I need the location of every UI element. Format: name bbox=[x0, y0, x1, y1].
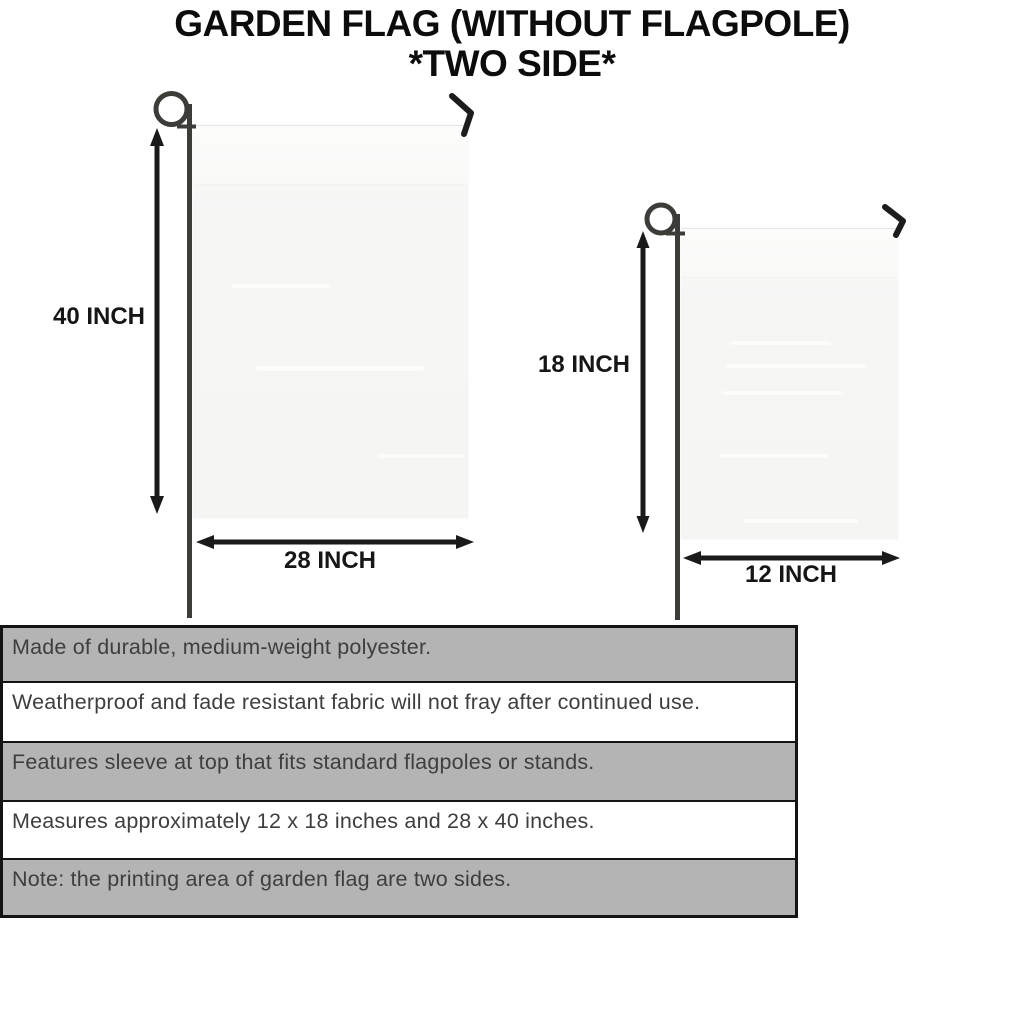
spec-table-row: Note: the printing area of garden flag are two sides. bbox=[3, 860, 795, 915]
large-flag-height-arrow bbox=[150, 128, 164, 514]
spec-table-row: Measures approximately 12 x 18 inches and 28 x 40 inches. bbox=[3, 802, 795, 860]
small-flag-height-arrow bbox=[637, 231, 650, 533]
spec-table-row: Weatherproof and fade resistant fabric will not fray after continued use. bbox=[3, 683, 795, 743]
small-flag-width-label: 12 INCH bbox=[744, 561, 838, 588]
small-flag-height-label: 18 INCH bbox=[537, 351, 630, 378]
spec-table-row: Features sleeve at top that fits standard flagpoles or stands. bbox=[3, 743, 795, 802]
small-flag-hook-icon bbox=[885, 207, 903, 235]
title-line-1: GARDEN FLAG (WITHOUT FLAGPOLE) bbox=[174, 3, 850, 44]
large-flag-height-label: 40 INCH bbox=[52, 303, 145, 330]
small-flag-hanger-loop-icon bbox=[647, 205, 675, 233]
spec-table-row: Made of durable, medium-weight polyester. bbox=[3, 628, 795, 683]
large-flag-hook-icon bbox=[452, 96, 471, 134]
spec-table bbox=[0, 625, 798, 918]
title-line-2: *TWO SIDE* bbox=[408, 43, 616, 84]
large-flag-width-label: 28 INCH bbox=[283, 547, 377, 574]
large-flag-hanger-loop-icon bbox=[156, 94, 187, 125]
